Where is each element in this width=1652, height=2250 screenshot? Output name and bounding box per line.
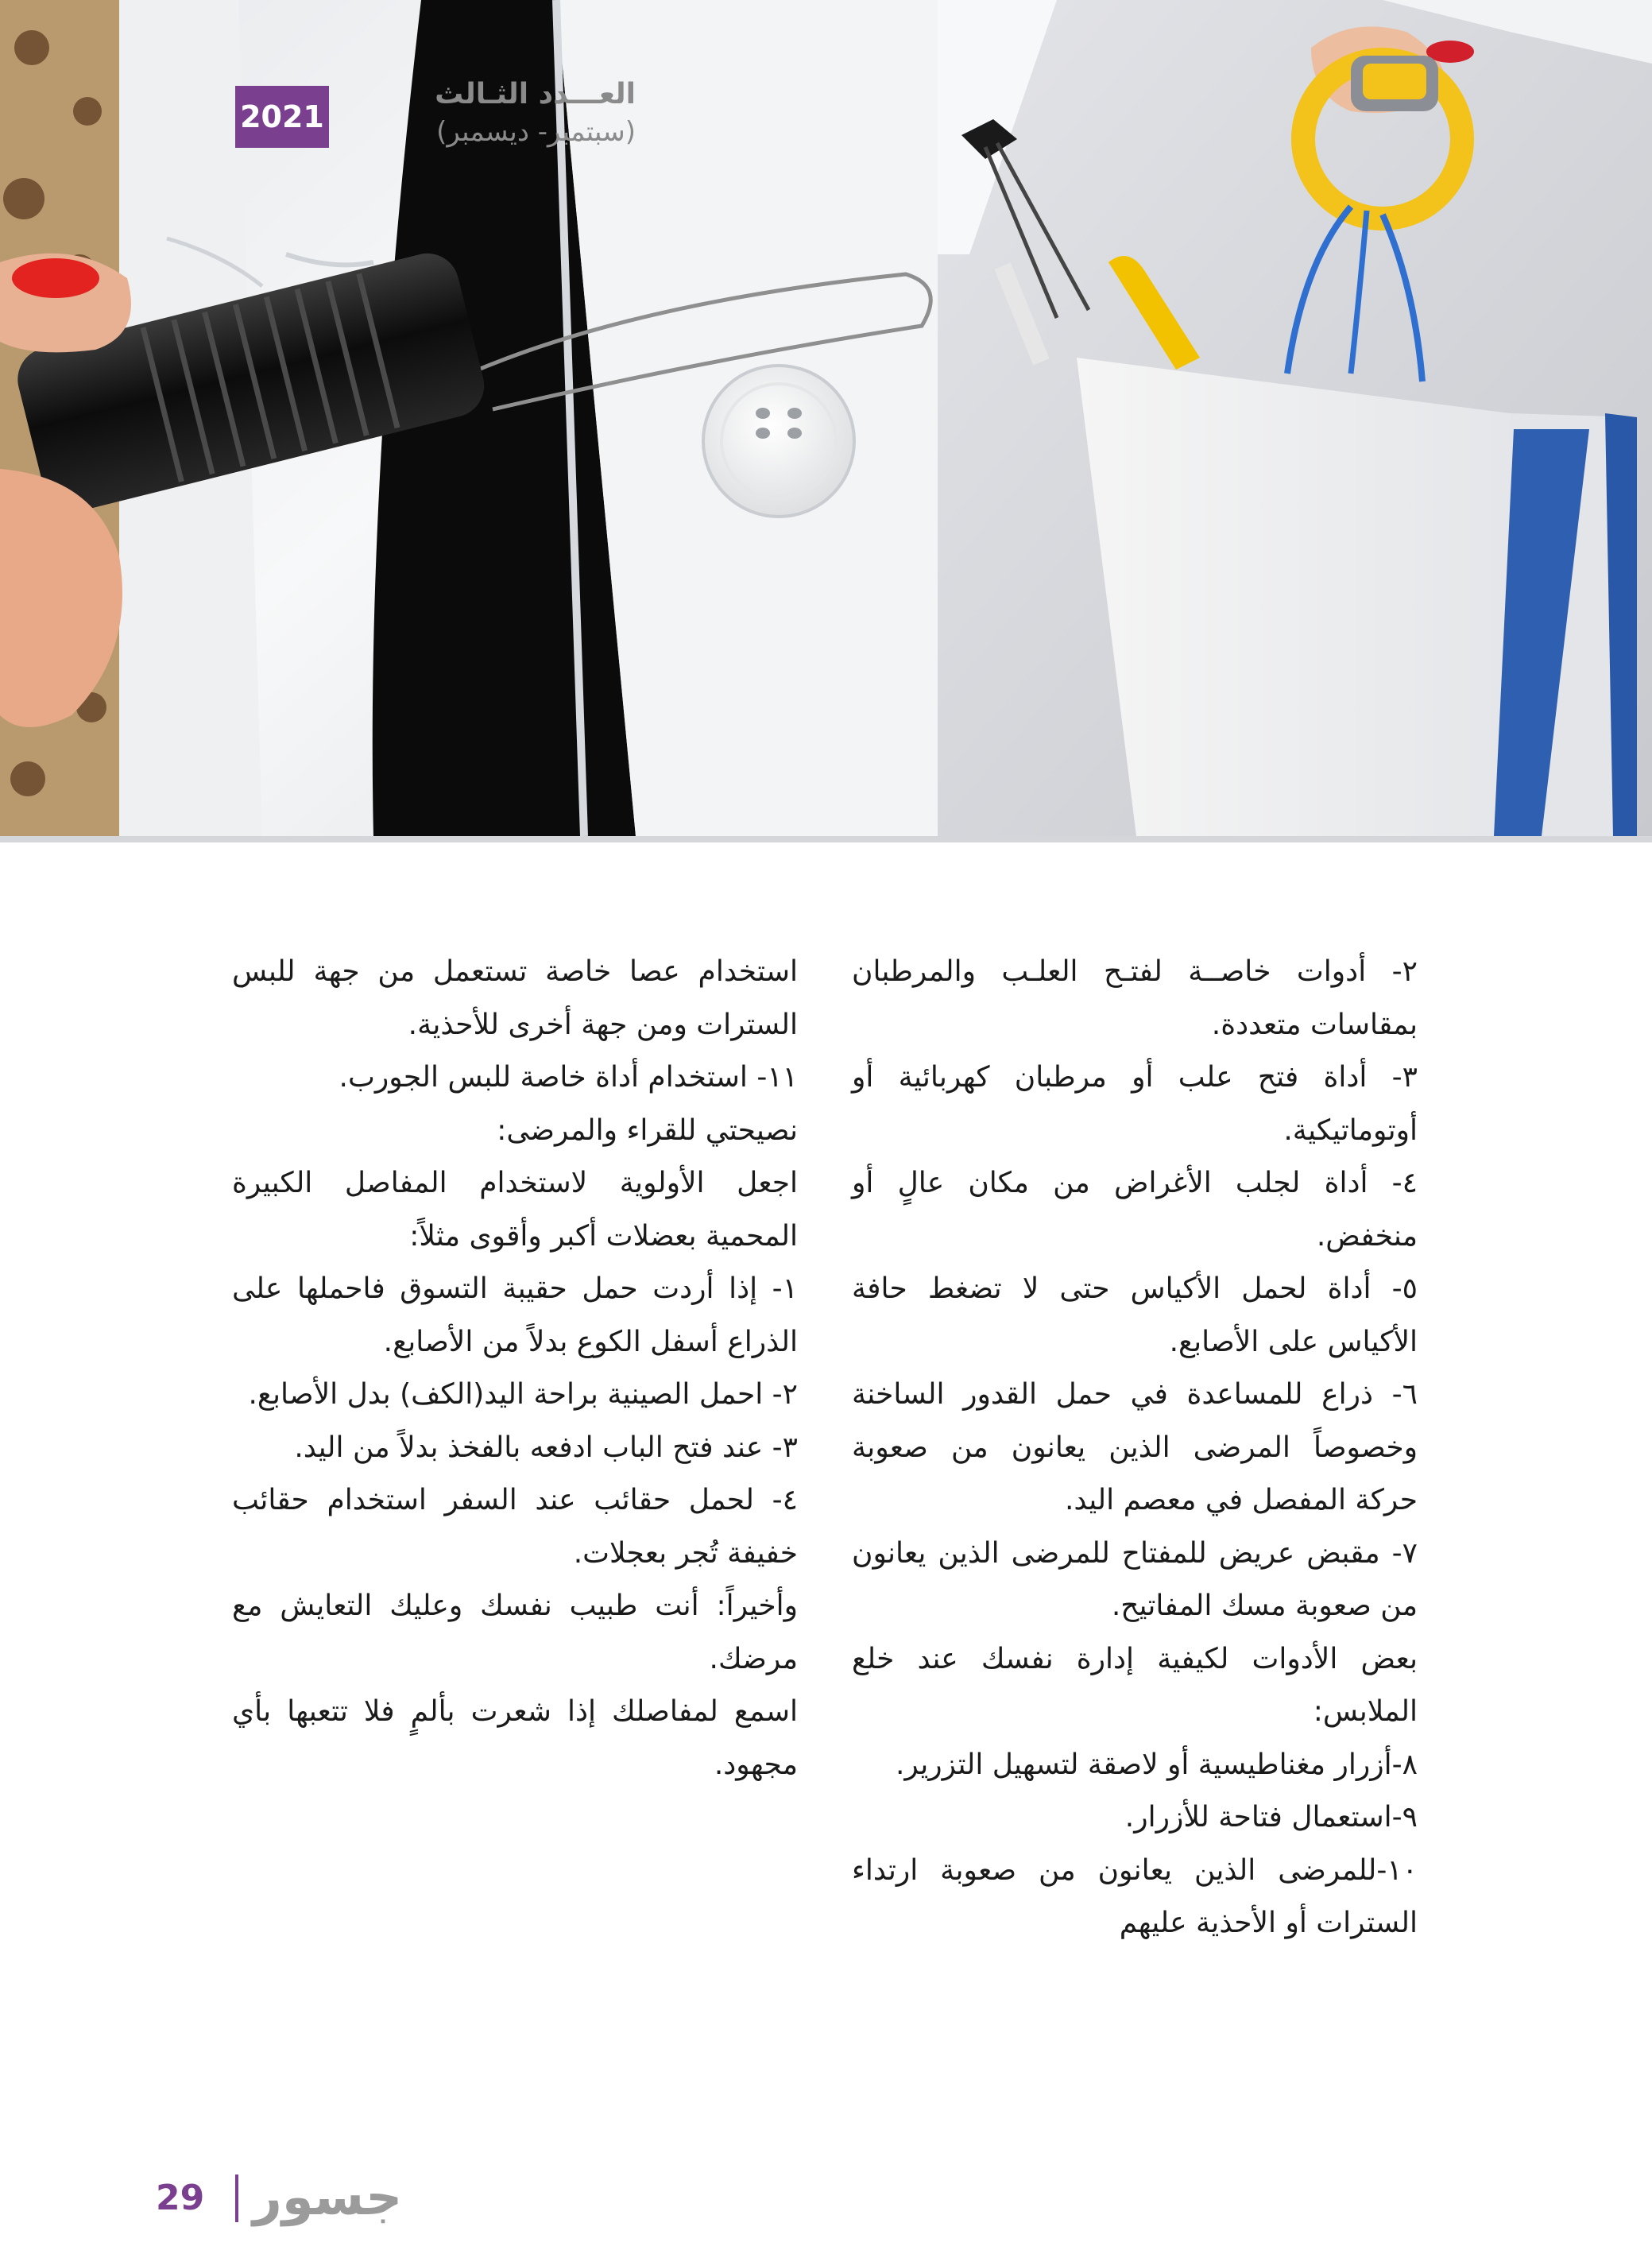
paragraph: ١١- استخدام أداة خاصة للبس الجورب. [339,1061,798,1094]
paragraph: اسمع لمفاصلك إذا شعرت بألمٍ فلا تتعبها بأي مجهود. [232,1695,798,1781]
paragraph: ٤- لحمل حقائب عند السفر استخدام حقائب خفيفة تُجر بعجلات. [232,1484,798,1570]
bag-handle-illustration [938,0,1652,836]
issue-year-badge: 2021 [235,86,329,148]
paragraph: ٥- أداة لحمل الأكياس حتى لا تضغط حافة الأكياس على الأصابع. [852,1272,1418,1358]
paragraph: ١٠-للمرضى الذين يعانون من صعوبة ارتداء السترات أو الأحذية عليهم [852,1853,1418,1939]
paragraph: ٨-أزرار مغناطيسية أو لاصقة لتسهيل التزرير. [895,1748,1418,1781]
advice-heading: نصيحتي للقراء والمرضى: [497,1113,798,1147]
paragraph: ٢- أدوات خاصــة لفتـح العلـب والمرطبان بمقاسات متعددة. [852,955,1418,1041]
footer-separator [235,2174,238,2222]
paragraph: ٤- أداة لجلب الأغراض من مكان عالٍ أو منخفض. [852,1167,1418,1253]
issue-subtitle: (سبتمبر- ديسمبر) [436,116,636,148]
paragraph: ٣- أداة فتح علب أو مرطبان كهربائية أو أوتوماتيكية. [852,1061,1418,1147]
issue-title: العـــدد الثـالث [435,78,636,110]
paragraph: ٦- ذراع للمساعدة في حمل القدور الساخنة وخصوصاً المرضى الذين يعانون من صعوبة حركة المفصل في معصم اليد. [852,1378,1418,1516]
paragraph: ٣- عند فتح الباب ادفعه بالفخذ بدلاً من اليد. [294,1431,798,1464]
paragraph: بعض الأدوات لكيفية إدارة نفسك عند خلع الملابس: [852,1642,1418,1728]
photo-divider [0,836,1652,842]
paragraph: ٢- احمل الصينية براحة اليد(الكف) بدل الأصابع. [248,1378,798,1411]
paragraph: اجعل الأولوية لاستخدام المفاصل الكبيرة المحمية بعضلات أكبر وأقوى مثلاً: [232,1167,798,1253]
paragraph: وأخيراً: أنت طبيب نفسك وعليك التعايش مع مرضك. [232,1590,798,1675]
article-column-left [232,946,798,1791]
paragraph: ٧- مقبض عريض للمفتاح للمرضى الذين يعانون من صعوبة مسك المفاتيح. [852,1536,1418,1622]
paragraph: ١- إذا أردت حمل حقيبة التسوق فاحملها على الذراع أسفل الكوع بدلاً من الأصابع. [232,1272,798,1358]
article-column-right [852,946,1418,1950]
page-number: 29 [156,2178,205,2218]
photo-bag-handle [938,0,1652,836]
paragraph: ٩-استعمال فتاحة للأزرار. [1124,1801,1418,1834]
magazine-logo: جسور [253,2168,403,2227]
paragraph: استخدام عصا خاصة تستعمل من جهة للبس السترات ومن جهة أخرى للأحذية. [232,955,798,1041]
